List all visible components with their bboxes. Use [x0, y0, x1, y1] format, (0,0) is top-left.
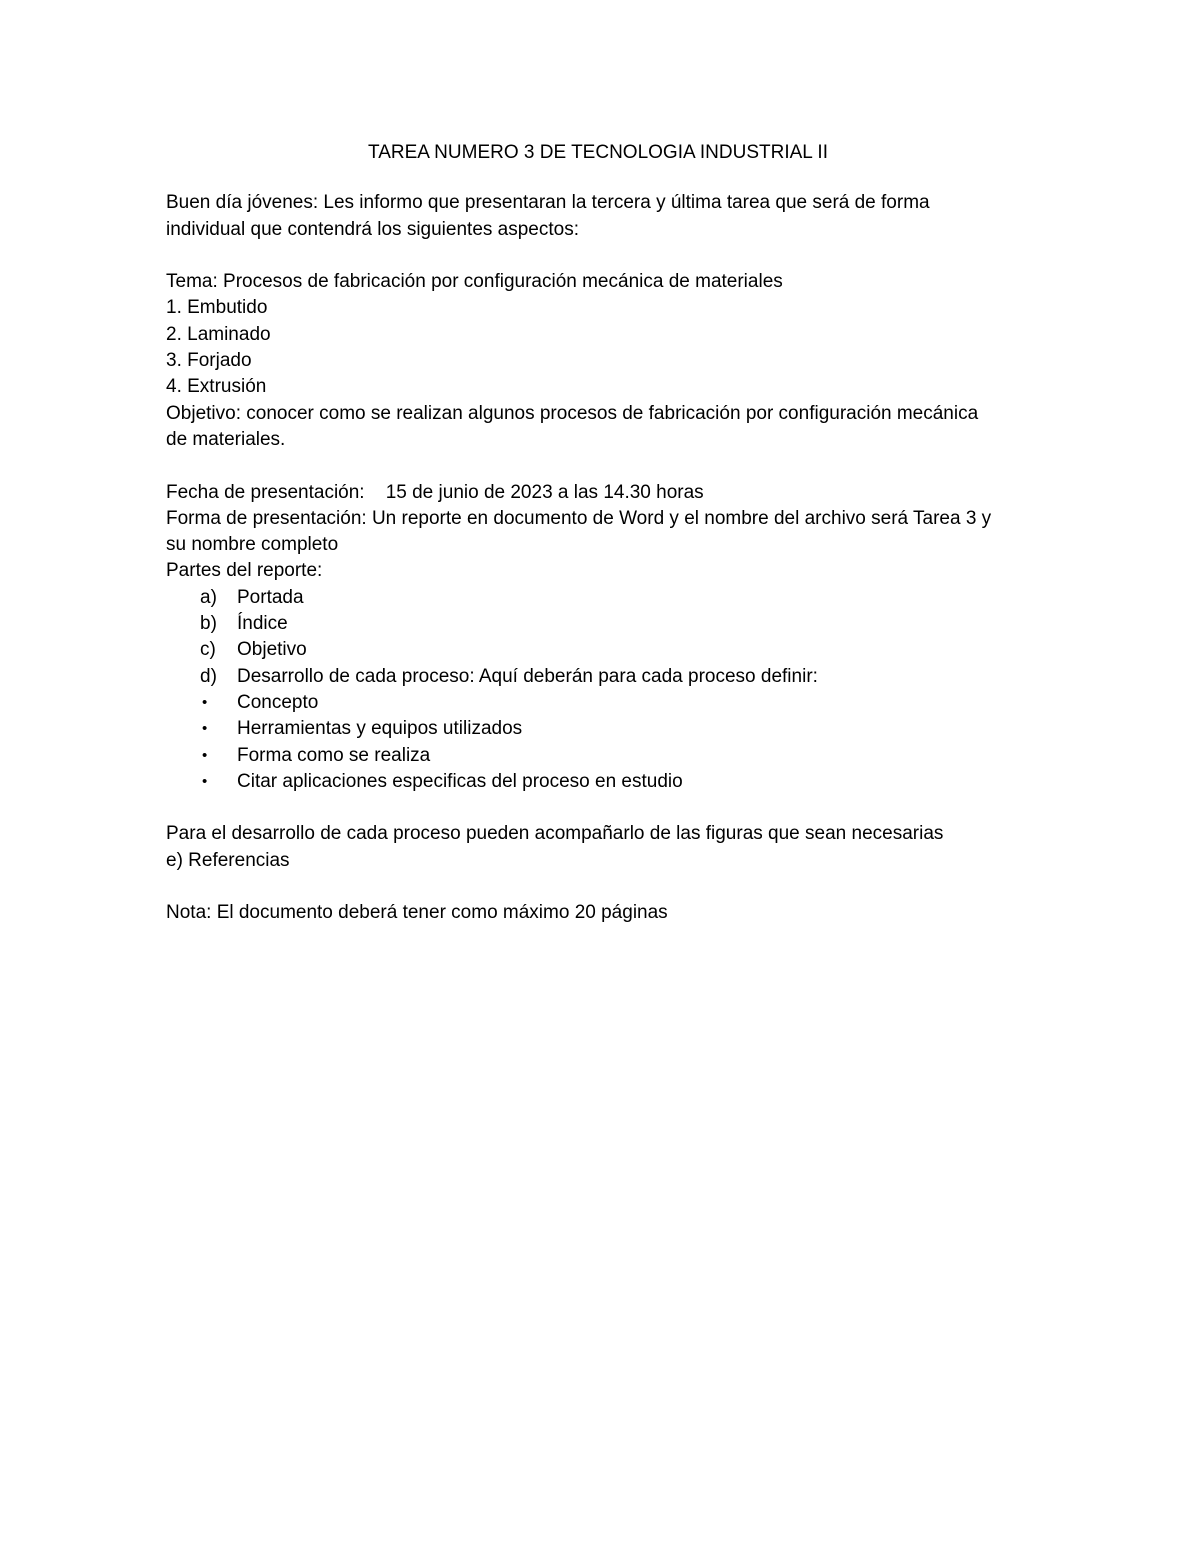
figures-note: Para el desarrollo de cada proceso pueden acompañarlo de las figuras que sean necesarias [166, 823, 944, 845]
final-note: Nota: El documento deberá tener como máximo 20 páginas [166, 902, 668, 924]
report-parts-list [166, 585, 1046, 690]
process-detail-forma [166, 743, 1046, 769]
report-parts-label: Partes del reporte: [166, 560, 323, 582]
report-part-portada [166, 585, 1046, 611]
report-part-text: Índice [237, 613, 288, 635]
topic-line: Tema: Procesos de fabricación por configuración mecánica de materiales [166, 271, 783, 293]
process-item-forjado: 3. Forjado [166, 350, 252, 372]
presentation-date-value: 15 de junio de 2023 a las 14.30 horas [385, 481, 704, 503]
presentation-format-line-1: Forma de presentación: Un reporte en documento de Word y el nombre del archivo será Tarea 3 y [166, 507, 992, 529]
report-part-text: Desarrollo de cada proceso: Aquí deberán para cada proceso definir: [237, 665, 818, 687]
list-marker: d) [200, 665, 217, 687]
spacer [166, 795, 1046, 821]
process-detail-herramientas [166, 716, 1046, 742]
bullet-icon: • [202, 772, 208, 790]
list-marker: a) [200, 586, 217, 608]
report-part-objetivo [166, 637, 1046, 663]
bullet-icon: • [202, 746, 208, 764]
process-detail-text: Herramientas y equipos utilizados [237, 718, 523, 740]
date-spacing [365, 482, 386, 503]
objective-line-1: Objetivo: conocer como se realizan algunos procesos de fabricación por configuración mecánica [166, 402, 979, 424]
process-item-extrusion: 4. Extrusión [166, 376, 267, 398]
list-marker: c) [200, 639, 216, 661]
page-title: TAREA NUMERO 3 DE TECNOLOGIA INDUSTRIAL II [368, 142, 828, 163]
list-marker: b) [200, 613, 217, 635]
references-item: e) Referencias [166, 849, 290, 871]
process-detail-text: Forma como se realiza [237, 744, 431, 766]
process-item-laminado: 2. Laminado [166, 323, 271, 345]
process-detail-text: Concepto [237, 691, 319, 713]
report-part-indice [166, 611, 1046, 637]
process-detail-concepto [166, 690, 1046, 716]
process-detail-aplicaciones [166, 769, 1046, 795]
presentation-format-line-2: su nombre completo [166, 534, 339, 556]
intro-line-2: individual que contendrá los siguientes aspectos: [166, 218, 579, 240]
report-part-text: Objetivo [237, 639, 307, 661]
presentation-date [166, 480, 1046, 506]
spacer [166, 166, 1046, 190]
report-part-text: Portada [237, 586, 304, 608]
spacer [166, 874, 1046, 900]
spacer [166, 453, 1046, 479]
spacer [166, 243, 1046, 269]
process-details-list [166, 690, 1046, 795]
intro-line-1: Buen día jóvenes: Les informo que presentaran la tercera y última tarea que será de forma [166, 192, 930, 214]
report-part-desarrollo [166, 664, 1046, 690]
bullet-icon: • [202, 693, 208, 711]
presentation-date-label: Fecha de presentación: [166, 481, 365, 503]
objective-line-2: de materiales. [166, 428, 286, 450]
process-detail-text: Citar aplicaciones especificas del proceso en estudio [237, 770, 683, 792]
process-item-embutido: 1. Embutido [166, 297, 268, 319]
assignment-content [166, 140, 1046, 927]
bullet-icon: • [202, 720, 208, 738]
